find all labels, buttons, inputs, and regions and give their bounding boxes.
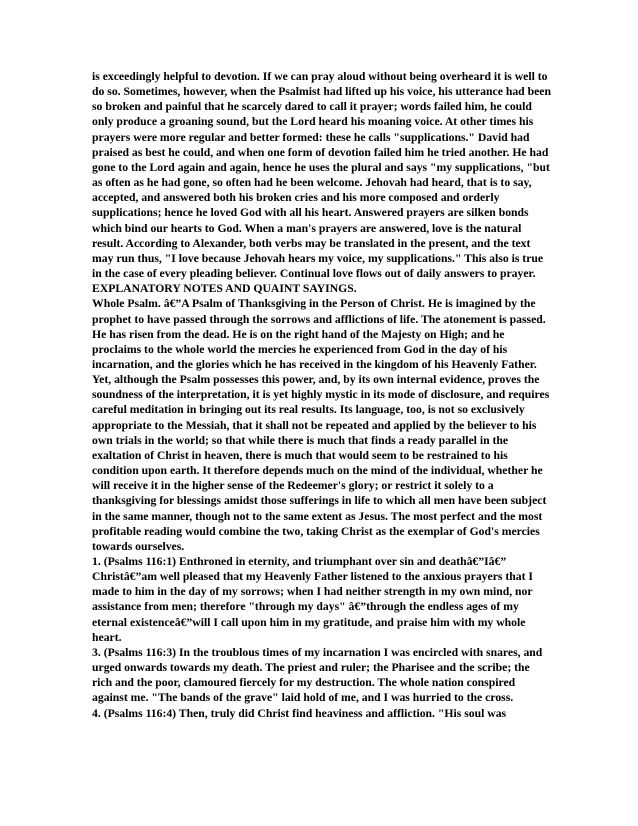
paragraph-intro: is exceedingly helpful to devotion. If we can pray aloud without being overheard it is well to do so. Sometimes, however, when the Psalmist had lifted up his voice, his utterance had been so broken and painful that he scarcely dared to call it prayer; words failed him, he could only produce a groaning sound, but the Lord heard his moaning voice. At other times his prayers were more regular and better formed: these he calls "supplications." David had praised as best he could, and when one form of devotion failed him he tried another. He had gone to the Lord again and again, hence he uses the plural and says "my supplications, "but as often as he had gone, so often had he been welcome. Jehovah had heard, that is to say, accepted, and answered both his broken cries and his more composed and orderly supplications; hence he loved God with all his heart. Answered prayers are silken bonds which bind our hearts to God. When a man's prayers are answered, love is the natural result. According to Alexander, both verbs may be translated in the present, and the text may run thus, "I love because Jehovah hears my voice, my supplications." This also is true in the case of every pleading believer. Continual love flows out of daily answers to prayer.: [92, 70, 551, 281]
paragraph-verse-3: 3. (Psalms 116:3) In the troublous times of my incarnation I was encircled with snares, and urged onwards towards my death. The priest and ruler; the Pharisee and the scribe; the rich and the poor, clamoured fiercely for my destruction. The whole nation conspired against me. "The bands of the grave" laid hold of me, and I was hurried to the cross.: [92, 645, 543, 705]
paragraph-verse-1: 1. (Psalms 116:1) Enthroned in eternity, and triumphant over sin and deathâ€”Iâ€” Christâ€”am well pleased that my Heavenly Father listened to the anxious prayers that I made to him in the day of my sorrows; when I had neither strength in my own mind, nor assistance from men; therefore "through my days" â€”through the endless ages of my eternal existenceâ€”will I call upon him in my gratitude, and praise him with my whole heart.: [92, 555, 533, 644]
document-page: [92, 69, 552, 721]
section-heading: EXPLANATORY NOTES AND QUAINT SAYINGS.: [92, 282, 357, 296]
paragraph-verse-4: 4. (Psalms 116:4) Then, truly did Christ find heaviness and affliction. "His soul was: [92, 706, 507, 720]
paragraph-whole-psalm: Whole Psalm. â€”A Psalm of Thanksgiving in the Person of Christ. He is imagined by the prophet to have passed through the sorrows and afflictions of life. The atonement is passed. He has risen from the dead. He is on the right hand of the Majesty on High; and he proclaims to the whole world the mercies he experienced from God in the day of his incarnation, and the glories which he has received in the kingdom of his Heavenly Father. Yet, although the Psalm possesses this power, and, by its own internal evidence, proves the soundness of the interpretation, it is yet highly mystic in its mode of disclosure, and requires careful meditation in bringing out its real results. Its language, too, is not so exclusively appropriate to the Messiah, that it shall not be repeated and applied by the believer to his own trials in the world; so that while there is much that finds a ready parallel in the exaltation of Christ in heaven, there is much that would seem to be restrained to his condition upon earth. It therefore depends much on the mind of the individual, whether he will receive it in the higher sense of the Redeemer's glory; or restrict it solely to a thanksgiving for blessings amidst those sufferings in life to which all men have been subject in the same manner, though not to the same extent as Jesus. The most perfect and the most profitable reading would combine the two, taking Christ as the exemplar of God's mercies towards ourselves.: [92, 297, 550, 553]
